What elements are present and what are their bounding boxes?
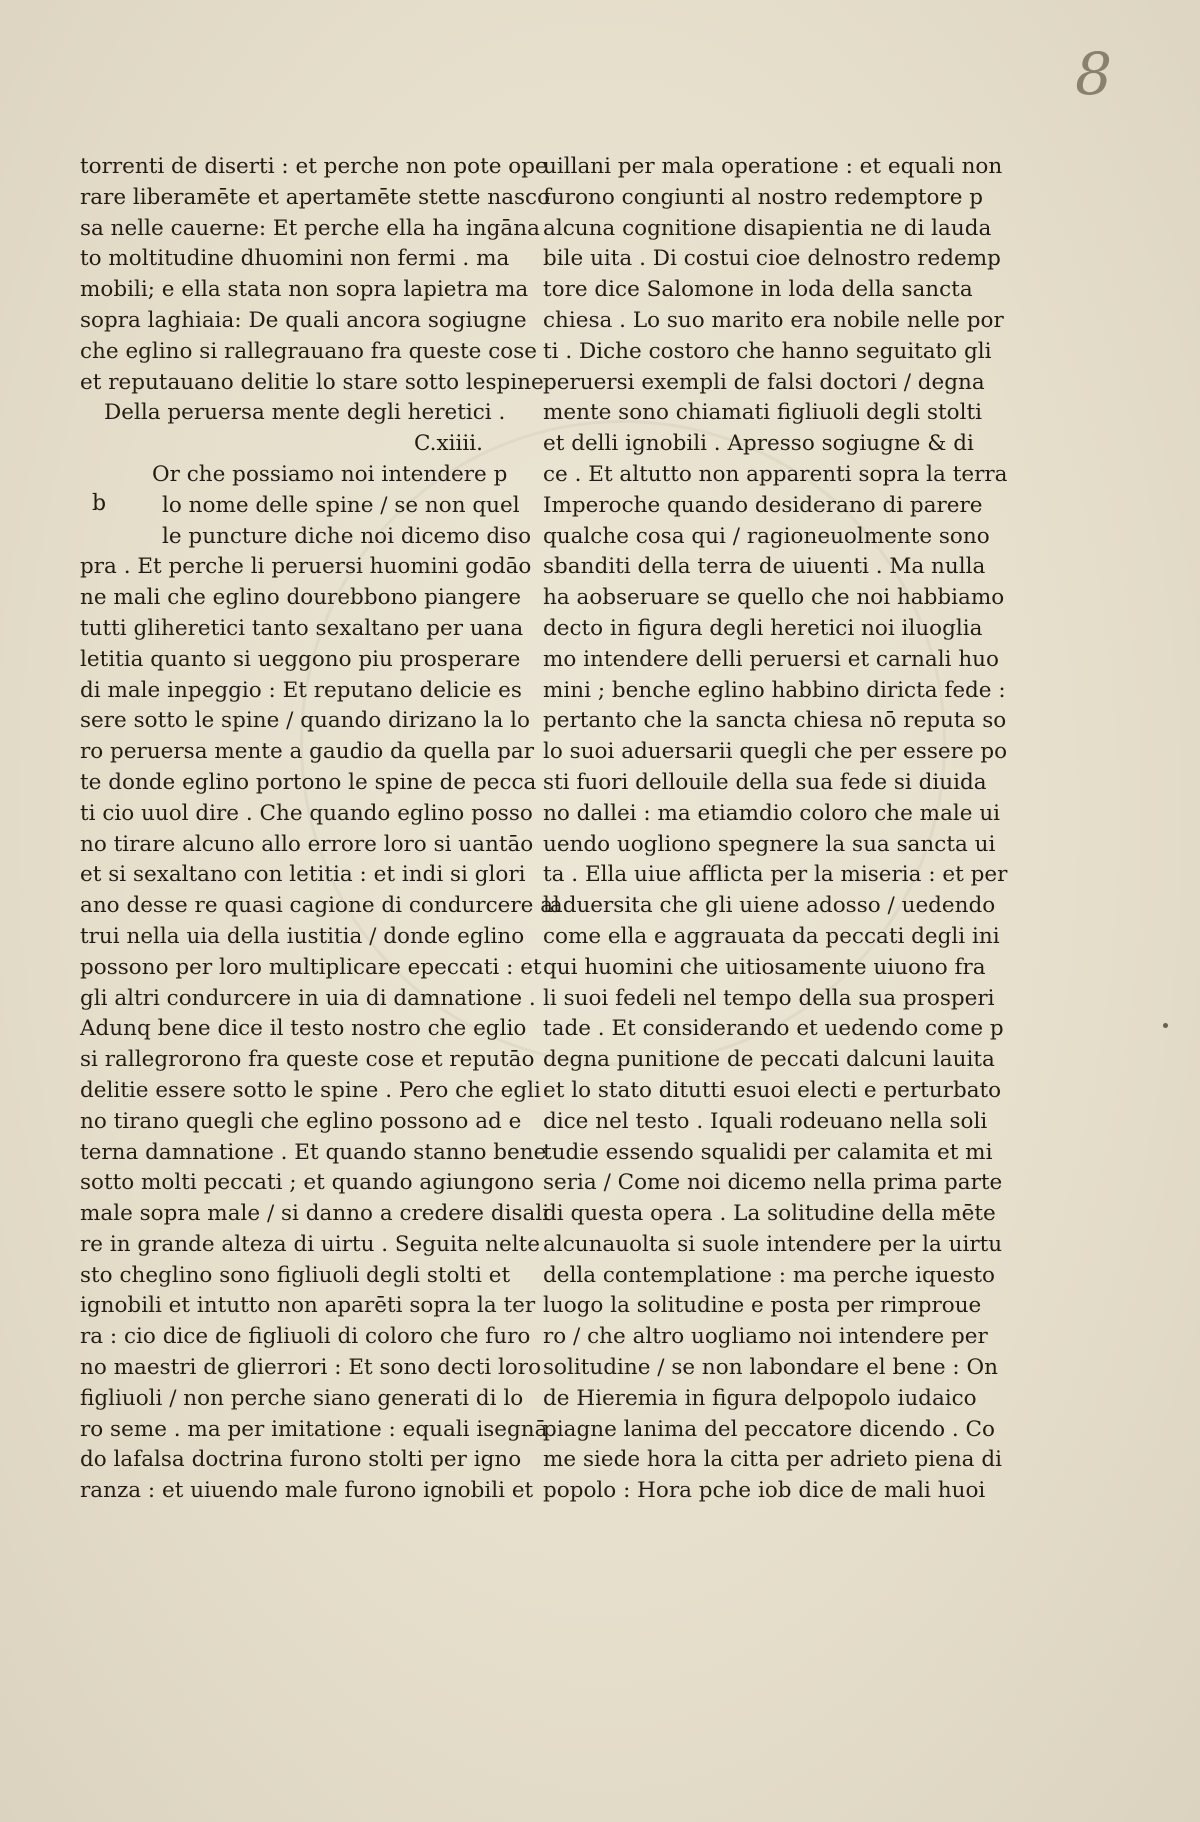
text-line: sa nelle cauerne: Et perche ella ha ingāna: [80, 215, 540, 241]
text-line: mente sono chiamati figliuoli degli stolti: [543, 400, 982, 426]
text-line: ignobili et intutto non aparēti sopra la ter: [80, 1293, 536, 1319]
text-line: tade . Et considerando et uedendo come p: [543, 1016, 1004, 1042]
text-line: sti fuori dellouile della sua fede si diuida: [543, 769, 987, 795]
text-line: dice nel testo . Iquali rodeuano nella soli: [543, 1108, 988, 1134]
text-line: ce . Et altutto non apparenti sopra la terra: [543, 461, 1008, 487]
text-line: ro peruersa mente a gaudio da quella par: [80, 739, 535, 765]
text-line: letitia quanto si ueggono piu prosperare: [80, 646, 521, 672]
text-line: ro / che altro uogliamo noi intendere per: [543, 1324, 988, 1350]
text-line: laduersita che gli uiene adosso / uedendo: [543, 893, 996, 919]
text-line: solitudine / se non labondare el bene : On: [543, 1355, 998, 1381]
text-line: Della peruersa mente degli heretici .: [104, 400, 506, 426]
text-line: di questa opera . La solitudine della mēte: [543, 1201, 996, 1227]
text-line: di male inpeggio : Et reputano delicie es: [80, 677, 522, 703]
text-line: sto cheglino sono figliuoli degli stolti et: [80, 1262, 511, 1288]
text-line: sere sotto le spine / quando dirizano la lo: [80, 708, 530, 734]
text-line: possono per loro multiplicare epeccati : et: [80, 954, 542, 980]
text-line: pra . Et perche li peruersi huomini godāo: [80, 554, 532, 580]
text-line: uendo uogliono spegnere la sua sancta ui: [543, 831, 996, 857]
text-line: lo suoi aduersarii quegli che per essere po: [543, 739, 1008, 765]
text-line: ta . Ella uiue afflicta per la miseria : et per: [543, 862, 1008, 888]
paper-speck: [1163, 1023, 1168, 1028]
text-line: mobili; e ella stata non sopra lapietra ma: [80, 277, 529, 303]
text-line: della contemplatione : ma perche iquesto: [543, 1262, 995, 1288]
text-line: furono congiunti al nostro redemptore p: [543, 184, 984, 210]
folio-number: 8: [1075, 40, 1112, 108]
text-line: et reputauano delitie lo stare sotto lespine: [80, 369, 544, 395]
text-line: ra : cio dice de figliuoli di coloro che furo: [80, 1324, 531, 1350]
text-line: ne mali che eglino dourebbono piangere: [80, 585, 521, 611]
text-line: ranza : et uiuendo male furono ignobili et: [80, 1478, 534, 1504]
text-line: qui huomini che uitiosamente uiuono fra: [543, 954, 986, 980]
text-line: me siede hora la citta per adrieto piena di: [543, 1447, 1002, 1473]
text-line: decto in figura degli heretici noi iluoglia: [543, 615, 983, 641]
text-line: trui nella uia della iustitia / donde eglino: [80, 923, 525, 949]
text-line: Adunq bene dice il testo nostro che eglio: [80, 1016, 527, 1042]
text-line: che eglino si rallegrauano fra queste cose: [80, 338, 537, 364]
text-line: ha aobseruare se quello che noi habbiamo: [543, 585, 1005, 611]
text-line: ti cio uuol dire . Che quando eglino posso: [80, 800, 533, 826]
text-line: lo nome delle spine / se non quel: [162, 492, 520, 518]
text-line: alcunauolta si suole intendere per la uirtu: [543, 1231, 1003, 1257]
text-line: le puncture diche noi dicemo diso: [162, 523, 532, 549]
text-line: sopra laghiaia: De quali ancora sogiugne: [80, 307, 527, 333]
text-line: do lafalsa doctrina furono stolti per igno: [80, 1447, 522, 1473]
text-line: mo intendere delli peruersi et carnali huo: [543, 646, 999, 672]
text-line: degna punitione de peccati dalcuni lauita: [543, 1047, 995, 1073]
text-line: sotto molti peccati ; et quando agiungono: [80, 1170, 535, 1196]
text-line: tudie essendo squalidi per calamita et mi: [543, 1139, 993, 1165]
text-line: piagne lanima del peccatore dicendo . Co: [543, 1416, 995, 1442]
text-line: ti . Diche costoro che hanno seguitato gli: [543, 338, 992, 364]
text-line: sbanditi della terra de uiuenti . Ma nulla: [543, 554, 986, 580]
text-line: gli altri condurcere in uia di damnatione .: [80, 985, 536, 1011]
text-line: ano desse re quasi cagione di condurcere al: [80, 893, 560, 919]
text-line: tore dice Salomone in loda della sancta: [543, 277, 973, 303]
text-line: te donde eglino portono le spine de pecca: [80, 769, 537, 795]
text-line: et si sexaltano con letitia : et indi si glori: [80, 862, 526, 888]
text-line: Or che possiamo noi intendere p: [152, 461, 508, 487]
text-line: de Hieremia in figura delpopolo iudaico: [543, 1385, 977, 1411]
text-line: terna damnatione . Et quando stanno bene: [80, 1139, 547, 1165]
text-line: figliuoli / non perche siano generati di lo: [80, 1385, 524, 1411]
left-text-column: [80, 152, 560, 1507]
text-line: rare liberamēte et apertamēte stette nasco: [80, 184, 551, 210]
text-line: tutti gliheretici tanto sexaltano per uana: [80, 615, 524, 641]
text-line: no tirare alcuno allo errore loro si uantāo: [80, 831, 534, 857]
text-line: si rallegrorono fra queste cose et reputāo: [80, 1047, 535, 1073]
text-line: male sopra male / si danno a credere disali: [80, 1201, 550, 1227]
text-line: mini ; benche eglino habbino diricta fede :: [543, 677, 1006, 703]
text-line: C.xiiii.: [414, 431, 483, 457]
text-line: et lo stato ditutti esuoi electi e perturbato: [543, 1077, 1002, 1103]
text-line: luogo la solitudine e posta per rimproue: [543, 1293, 982, 1319]
text-line: re in grande alteza di uirtu . Seguita nelte: [80, 1231, 540, 1257]
text-line: Imperoche quando desiderano di parere: [543, 492, 983, 518]
text-line: bile uita . Di costui cioe delnostro redemp: [543, 246, 1001, 272]
text-line: torrenti de diserti : et perche non pote ope: [80, 154, 548, 179]
text-line: seria / Come noi dicemo nella prima parte: [543, 1170, 1003, 1196]
guide-letter: b: [92, 491, 107, 516]
text-line: no tirano quegli che eglino possono ad e: [80, 1108, 522, 1134]
text-line: qualche cosa qui / ragioneuolmente sono: [543, 523, 990, 549]
text-line: alcuna cognitione disapientia ne di lauda: [543, 215, 992, 241]
text-line: uillani per mala operatione : et equali non: [543, 154, 1003, 179]
text-line: chiesa . Lo suo marito era nobile nelle por: [543, 307, 1004, 333]
text-line: pertanto che la sancta chiesa nō reputa so: [543, 708, 1007, 734]
text-line: to moltitudine dhuomini non fermi . ma: [80, 246, 510, 272]
text-line: no maestri de glierrori : Et sono decti loro: [80, 1355, 542, 1381]
text-line: peruersi exempli de falsi doctori / degna: [543, 369, 985, 395]
text-line: come ella e aggrauata da peccati degli ini: [543, 923, 1000, 949]
text-line: popolo : Hora pche iob dice de mali huoi: [543, 1478, 986, 1504]
text-line: et delli ignobili . Apresso sogiugne & di: [543, 431, 974, 457]
text-line: li suoi fedeli nel tempo della sua prosperi: [543, 985, 995, 1011]
text-line: no dallei : ma etiamdio coloro che male ui: [543, 800, 1001, 826]
text-line: delitie essere sotto le spine . Pero che egli: [80, 1077, 541, 1103]
right-text-column: [543, 152, 1007, 1507]
text-line: ro seme . ma per imitatione : equali isegnā: [80, 1416, 548, 1442]
